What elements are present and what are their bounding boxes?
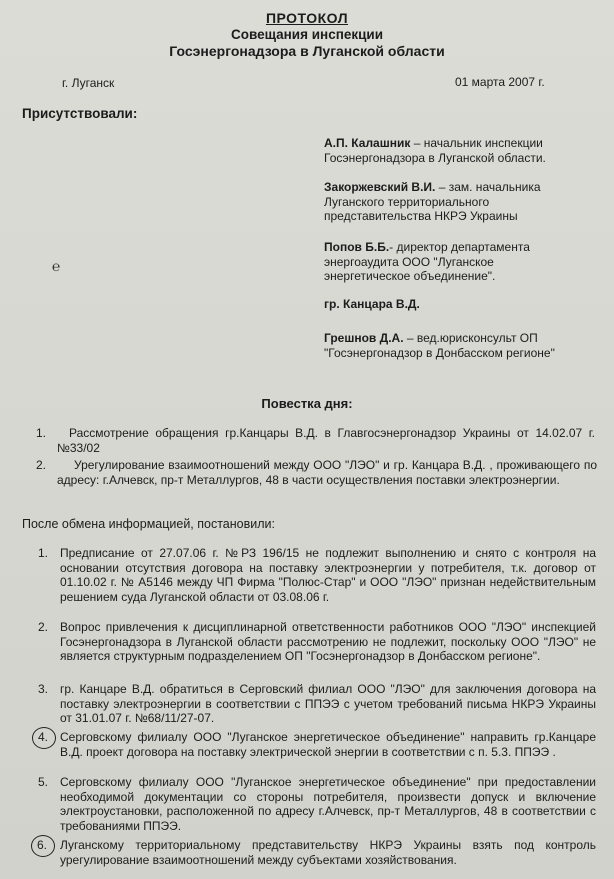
agenda-item-number: 2.	[36, 458, 47, 472]
agenda-heading: Повестка дня:	[261, 396, 353, 411]
decision-number: 3.	[38, 682, 49, 696]
attendee-name: Грешнов Д.А.	[324, 331, 404, 345]
attendee-name: гр. Канцара В.Д.	[324, 297, 420, 311]
decision-text: Серговскому филиалу ООО "Луганское энергетическое объединение" при предоставлении необходимой документации со стороны потребителя, произвести допуск и включение электроустановки, расположенной по адресу г.Алчевск, пр-т Металлургов, 48 в соответствии с требованиями ППЭЭ.	[60, 775, 596, 833]
decision-number: 6.	[37, 838, 48, 852]
attendee	[324, 136, 604, 165]
attendee	[324, 297, 604, 312]
decision-number: 2.	[38, 620, 49, 634]
decision-number: 4.	[38, 730, 49, 744]
attendee-name: Попов Б.Б.	[324, 240, 390, 254]
attendee	[324, 180, 604, 224]
decision-text: Луганскому территориальному представительству НКРЭ Украины взять под контроль урегулирование взаимоотношений между субъектами хозяйствования.	[60, 838, 596, 867]
decision-text: гр. Канцаре В.Д. обратиться в Серговский филиал ООО "ЛЭО" для заключения договора на поставку электроэнергии в соответствии с ППЭЭ с учетом требований письма НКРЭ Украины от 31.01.07 г. №68/11/27-07.	[60, 682, 596, 725]
decision-text: Серговскому филиалу ООО "Луганское энергетическое объединение" направить гр.Канцаре В.Д. проект договора на поставку электрической энергии в соответствии с п. 5.3. ППЭЭ .	[60, 730, 596, 759]
attendees-heading: Присутствовали:	[22, 106, 138, 121]
document-title: ПРОТОКОЛ	[265, 10, 349, 26]
attendee-role-line: представительства НКРЭ Украины	[324, 209, 518, 223]
agenda-item-number: 1.	[36, 426, 47, 440]
attendee-role-line: энергетическое объединение".	[324, 269, 496, 283]
attendee-role-line: Луганского территориального	[324, 194, 490, 209]
document-date: 01 марта 2007 г.	[455, 75, 545, 89]
attendee-role-line: "Госэнергонадзор в Донбасском регионе"	[324, 345, 555, 360]
attendee-role: - директор департамента	[389, 240, 530, 254]
decision-number: 5.	[38, 775, 49, 789]
attendee-role-line: Госэнергонадзора в Луганской области.	[324, 150, 546, 165]
document-subtitle-org: Госэнергонадзора в Луганской области	[169, 43, 445, 59]
attendee-name: Закоржевский В.И.	[324, 180, 436, 194]
agenda-item-text: Урегулирование взаимоотношений между ООО "ЛЭО" и гр. Канцара В.Д. , проживающего по адресу: г.Алчевск, пр-т Металлургов, 48 в части осуществления поставки электроэнергии.	[57, 458, 597, 487]
decision-text: Вопрос привлечения к дисциплинарной ответственности работников ООО "ЛЭО" инспекцией Госэнергонадзора в Луганской области рассмотрению не подлежит, поскольку ООО "ЛЭО" не является структурным подразделением ОП "Госэнергонадзор в Донбасском регионе".	[60, 620, 596, 663]
agenda-item-text: Рассмотрение обращения гр.Канцары В.Д. в Главгосэнергонадзор Украины от 14.02.07 г. №33/02	[57, 426, 595, 455]
city: г. Луганск	[62, 76, 115, 90]
decisions-heading: После обмена информацией, постановили:	[22, 517, 275, 531]
decision-text: Предписание от 27.07.06 г. №РЗ 196/15 не подлежит выполнению и снято с контроля на основании отсутствия договора на поставку электроэнергии у потребителя, т.к. договор от 01.10.02 г. № А5146 между ЧП Фирма "Полюс-Стар" и ООО "ЛЭО" признан недействительным решением суда Луганской области от 03.08.06 г.	[60, 546, 596, 604]
decision-number: 1.	[38, 546, 49, 560]
attendee	[324, 240, 604, 284]
attendee-role: – зам. начальника	[435, 180, 541, 194]
attendee-name: А.П. Калашник	[324, 136, 411, 150]
attendee-role-line: энергоаудита ООО "Луганское	[324, 254, 494, 269]
attendee	[324, 331, 604, 360]
attendee-role: – вед.юрисконсульт ОП	[403, 331, 538, 345]
attendee-role: – начальник инспекции	[410, 136, 543, 150]
margin-handwritten-mark: ℮	[52, 258, 61, 274]
document-subtitle: Совещания инспекции	[230, 27, 384, 42]
